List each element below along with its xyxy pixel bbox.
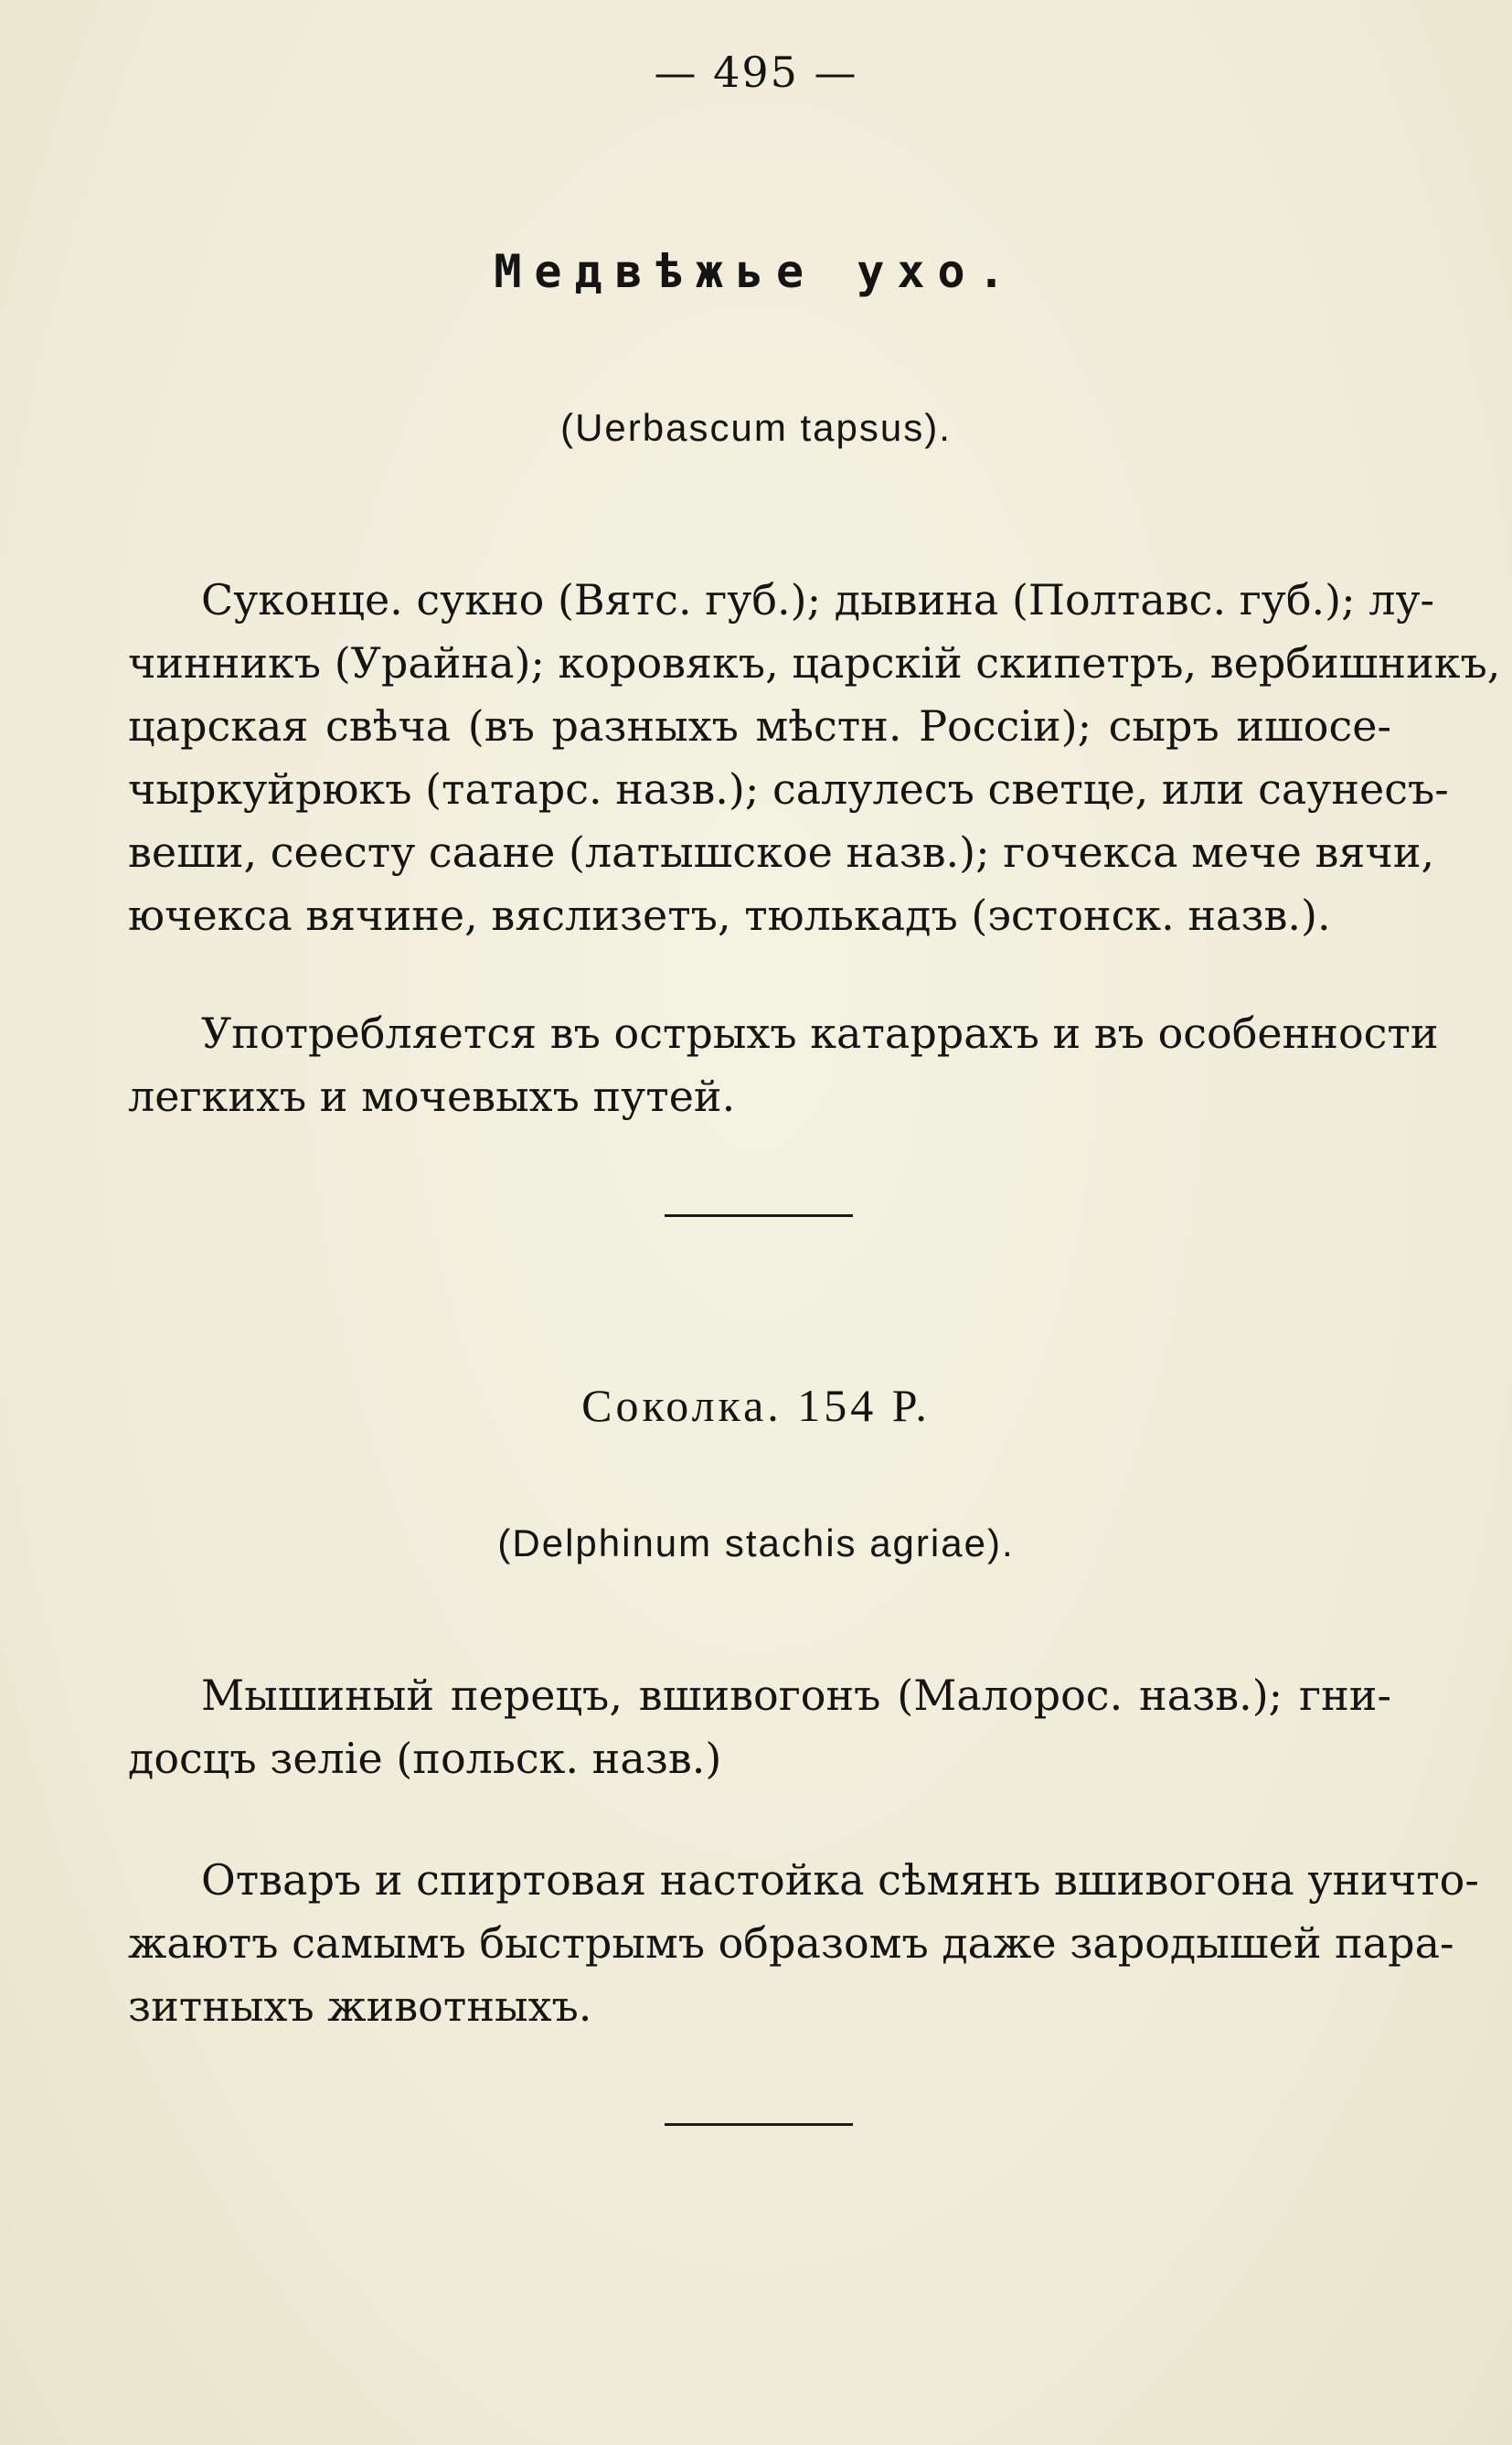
text-line: чыркуйрюкъ (татарс. назв.); салулесъ светце, или саунесъ-: [128, 764, 1449, 814]
latin-name-verbascum: (Uerbascum tapsus).: [560, 406, 952, 449]
text-line: Мышиный перецъ, вшивогонъ (Малорос. назв.); гни-: [201, 1671, 1391, 1720]
section-divider: [665, 1214, 853, 1217]
paragraph-usage-1: [128, 1002, 1439, 1128]
section-title-medvezhye-ukho: Медвѣжье ухо.: [494, 245, 1018, 298]
paragraph-usage-2: [128, 1849, 1479, 2038]
paragraph-common-names-2: [128, 1664, 1391, 1790]
text-line: ючекса вячине, вяслизетъ, тюлькадъ (эстонск. назв.).: [128, 891, 1331, 940]
text-line: Суконце. сукно (Вятс. губ.); дывина (Полтавс. губ.); лу-: [201, 575, 1435, 625]
text-line: легкихъ и мочевыхъ путей.: [128, 1072, 736, 1121]
section-title-sokolka: Соколка. 154 Р.: [581, 1380, 931, 1431]
text-line: царская свѣча (въ разныхъ мѣстн. Россіи); сыръ ишосе-: [128, 701, 1391, 751]
text-line: Употребляется въ острыхъ катаррахъ и въ особенности: [201, 1009, 1439, 1058]
page-number: — 495 —: [654, 48, 858, 97]
latin-name-delphinum: (Delphinum stachis agriae).: [497, 1521, 1015, 1564]
section-divider: [665, 2123, 853, 2126]
text-line: досцъ зеліе (польск. назв.): [128, 1734, 722, 1783]
text-line: жаютъ самымъ быстрымъ образомъ даже зародышей пара-: [128, 1918, 1454, 1968]
text-line: чинникъ (Урайна); коровякъ, царскій скипетръ, вербишникъ,: [128, 638, 1501, 688]
text-line: зитныхъ животныхъ.: [128, 1981, 592, 2031]
paragraph-common-names-1: [128, 569, 1501, 947]
text-line: веши, сеесту саане (латышское назв.); гочекса мече вячи,: [128, 827, 1435, 877]
text-line: Отваръ и спиртовая настойка сѣмянъ вшивогона уничто-: [201, 1855, 1479, 1905]
